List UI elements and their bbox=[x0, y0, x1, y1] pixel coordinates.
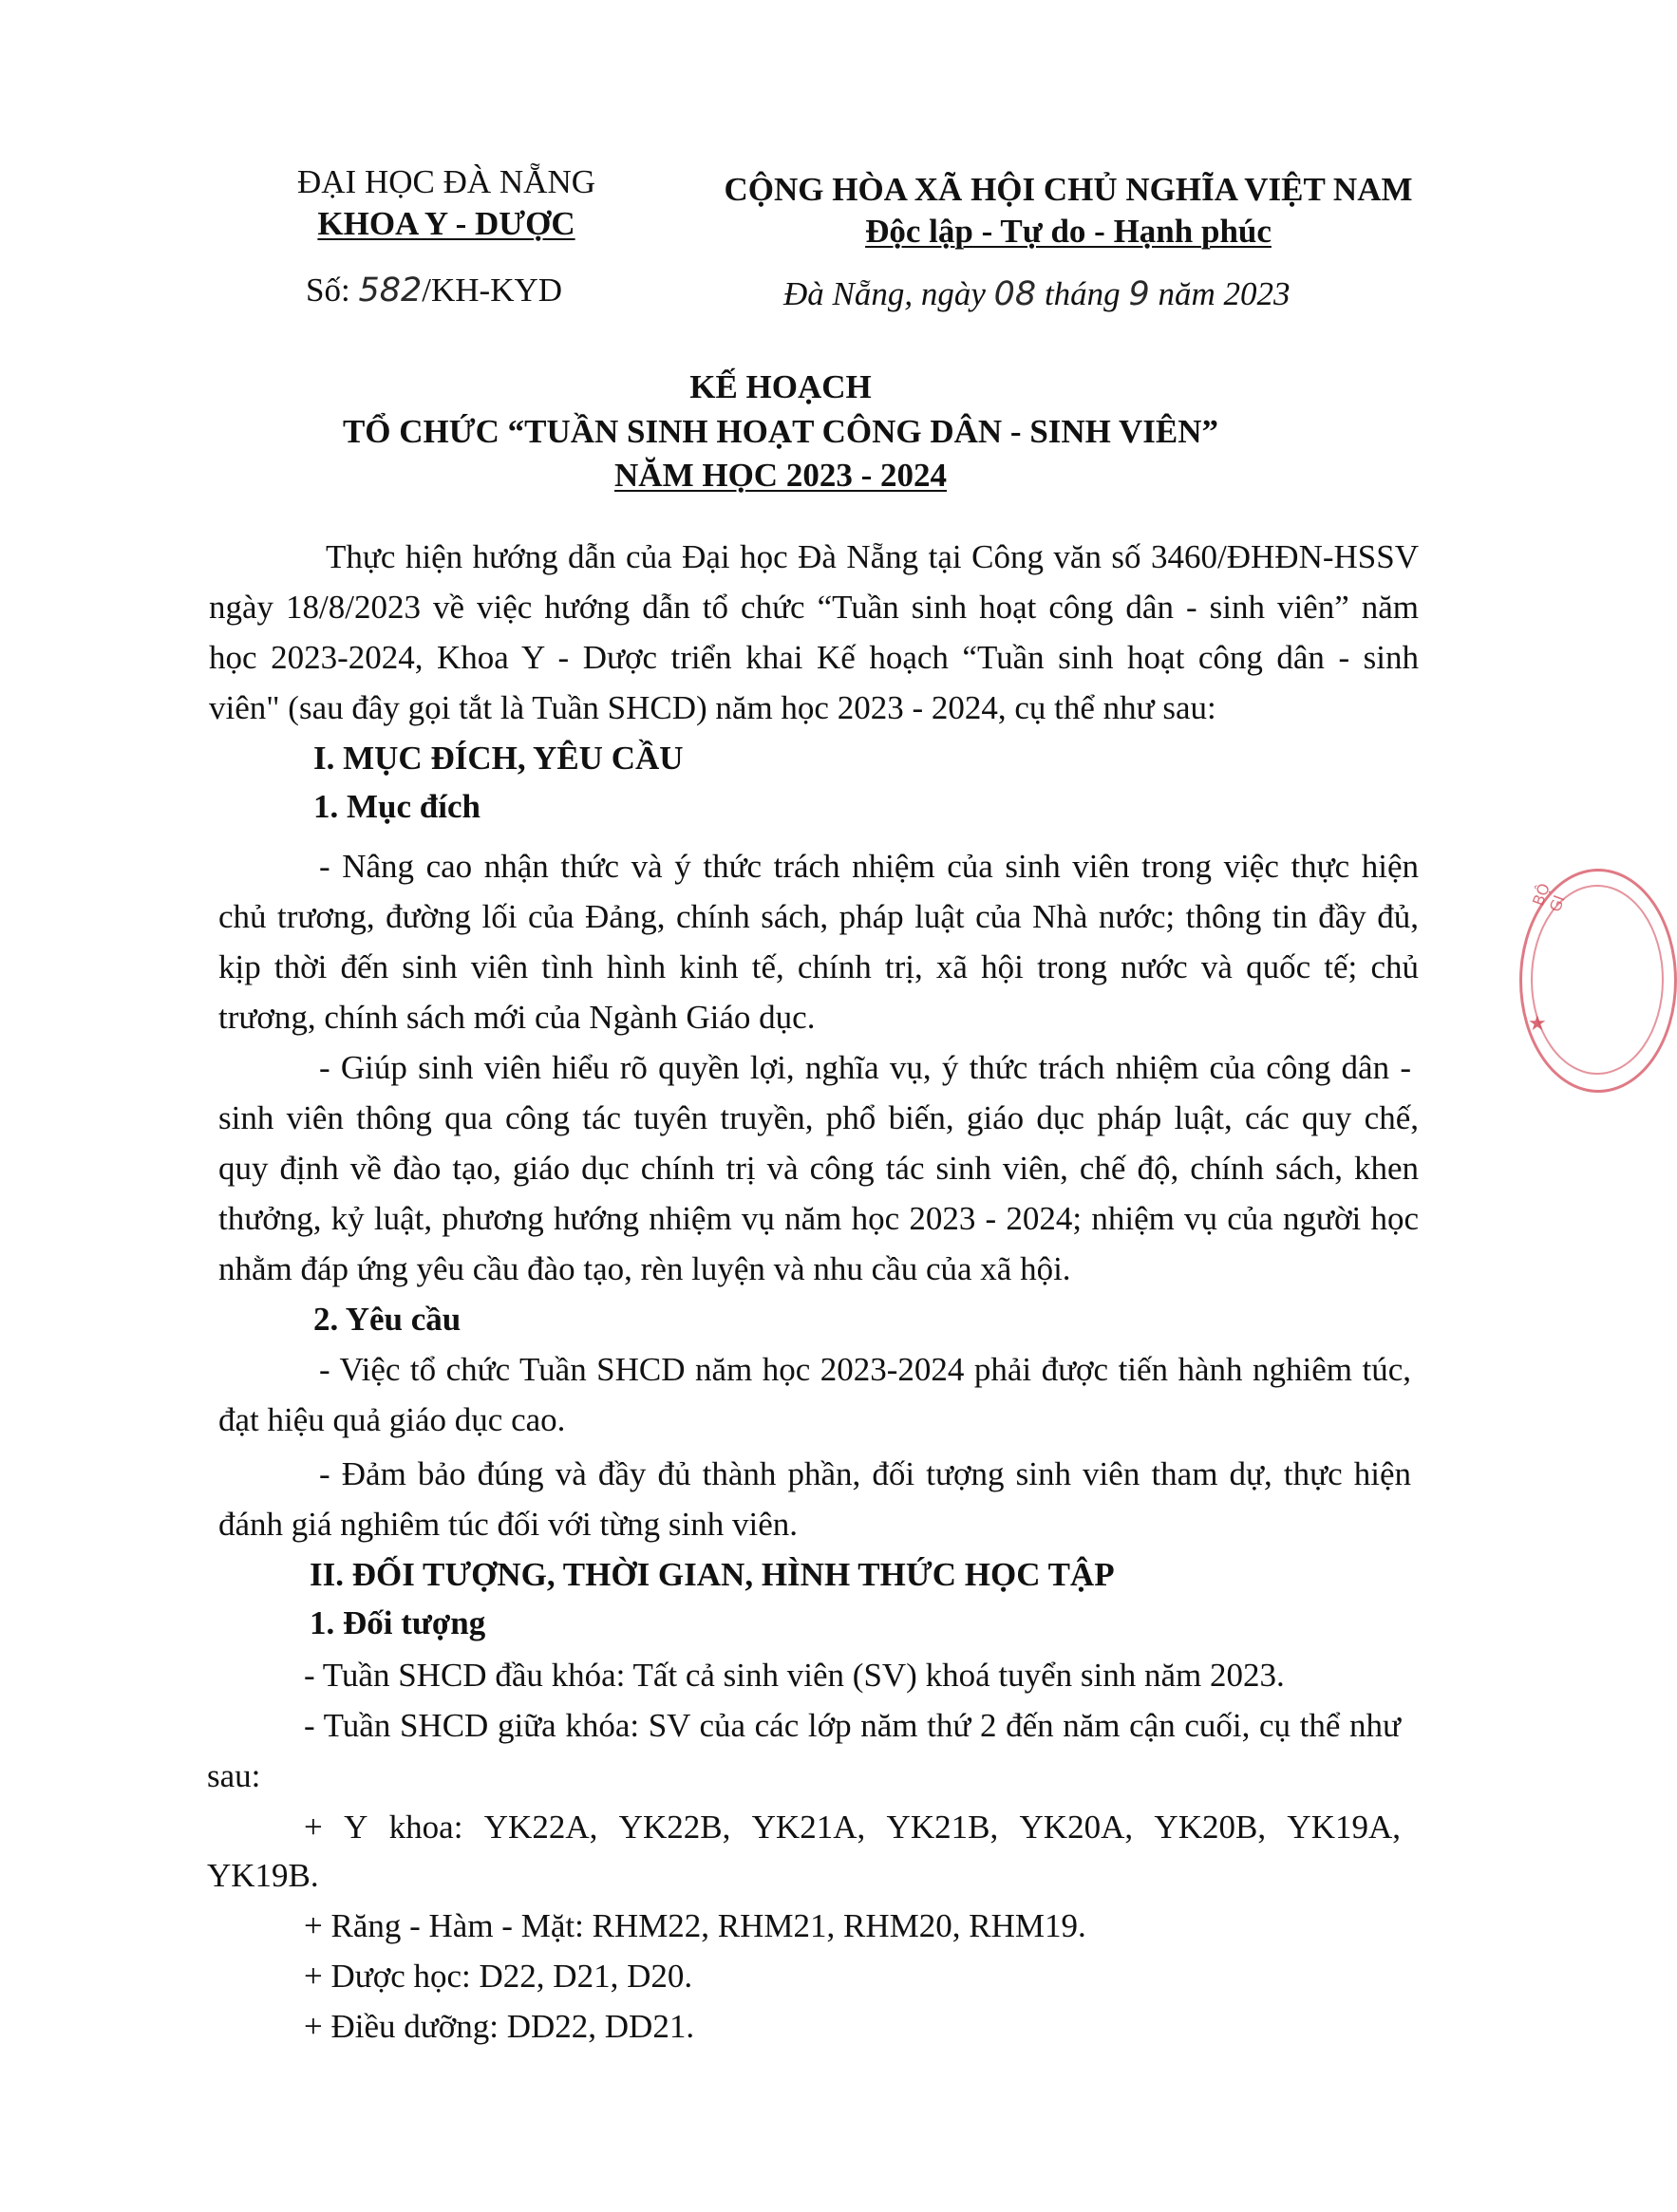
s2-text-1: - Tuần SHCD đầu khóa: Tất cả sinh viên (SV) khoá tuyển sinh năm 2023. bbox=[304, 1657, 1285, 1694]
title-text-3: NĂM HỌC 2023 - 2024 bbox=[614, 457, 947, 494]
header-left-org bbox=[247, 163, 646, 201]
date-day-handwritten: 08 bbox=[993, 275, 1037, 313]
title-text-1: KẾ HOẠCH bbox=[689, 368, 872, 405]
intro-text-4: viên" (sau đây gọi tắt là Tuần SHCD) năm học 2023 - 2024, cụ thể như sau: bbox=[209, 689, 1216, 726]
p2-text-3: quy định về đào tạo, giáo dục chính trị và công tác sinh viên, chế độ, chính sách, khen bbox=[218, 1150, 1419, 1187]
p1-line-3 bbox=[218, 944, 1419, 991]
section-1-sub-1 bbox=[313, 783, 480, 831]
doc-number-prefix: Số: bbox=[306, 272, 359, 309]
title-line-1 bbox=[0, 368, 1561, 406]
p3-line-1 bbox=[319, 1346, 1411, 1394]
p4-text-2: đánh giá nghiêm túc đối với từng sinh viên. bbox=[218, 1506, 799, 1543]
doc-number bbox=[306, 272, 562, 309]
title-text-2: TỔ CHỨC “TUẦN SINH HOẠT CÔNG DÂN - SINH VIÊN” bbox=[342, 413, 1219, 450]
p4-line-2 bbox=[218, 1501, 798, 1548]
p2-text-4: thưởng, kỷ luật, phương hướng nhiệm vụ năm học 2023 - 2024; nhiệm vụ của người học bbox=[218, 1200, 1419, 1237]
s2-duoc-text: + Dược học: D22, D21, D20. bbox=[304, 1958, 693, 1995]
section-1-sub-1-text: 1. Mục đích bbox=[313, 788, 480, 825]
s2-yk-line-2 bbox=[207, 1852, 319, 1900]
org-name: ĐẠI HỌC ĐÀ NẴNG bbox=[296, 163, 595, 200]
header-left-unit bbox=[247, 205, 646, 243]
date-place: Đà Nẵng, ngày bbox=[783, 275, 994, 312]
s2-line-2b bbox=[207, 1753, 260, 1800]
header-motto bbox=[703, 213, 1434, 251]
s2-line-1 bbox=[304, 1652, 1285, 1699]
s2-dd-line bbox=[304, 2003, 694, 2051]
doc-number-suffix: /KH-KYD bbox=[422, 272, 563, 309]
p2-text-2: sinh viên thông qua công tác tuyên truyền, phổ biến, giáo dục pháp luật, các quy chế, bbox=[218, 1099, 1419, 1136]
p3-line-2 bbox=[218, 1397, 565, 1444]
p3-text-2: đạt hiệu quả giáo dục cao. bbox=[218, 1401, 566, 1438]
s2-line-2 bbox=[304, 1702, 1401, 1750]
p4-text-1: - Đảm bảo đúng và đầy đủ thành phần, đối tượng sinh viên tham dự, thực hiện bbox=[319, 1455, 1411, 1492]
section-1-heading-text: I. MỤC ĐÍCH, YÊU CẦU bbox=[313, 740, 684, 777]
p2-line-4 bbox=[218, 1195, 1419, 1243]
seal-star-icon: ★ bbox=[1528, 1011, 1547, 1035]
p2-line-1 bbox=[319, 1044, 1411, 1092]
date-month-label: tháng bbox=[1036, 275, 1129, 312]
p1-line-4 bbox=[218, 994, 815, 1041]
intro-text-3: học 2023-2024, Khoa Y - Dược triển khai Kế hoạch “Tuần sinh hoạt công dân - sinh bbox=[209, 639, 1419, 676]
section-1-sub-2-text: 2. Yêu cầu bbox=[313, 1301, 462, 1338]
header-country bbox=[703, 171, 1434, 209]
s2-yk-line-1 bbox=[304, 1804, 1401, 1851]
p2-text-1: - Giúp sinh viên hiểu rõ quyền lợi, nghĩa vụ, ý thức trách nhiệm của công dân - bbox=[319, 1049, 1411, 1086]
intro-line-3 bbox=[209, 634, 1419, 682]
intro-line-2 bbox=[209, 584, 1419, 631]
p2-text-5: nhằm đáp ứng yêu cầu đào tạo, rèn luyện và nhu cầu của xã hội. bbox=[218, 1250, 1071, 1287]
intro-line-1 bbox=[326, 534, 1419, 581]
intro-text-2: ngày 18/8/2023 về việc hướng dẫn tổ chức “Tuần sinh hoạt công dân - sinh viên” năm bbox=[209, 589, 1419, 626]
title-line-2 bbox=[0, 413, 1561, 451]
p2-line-5 bbox=[218, 1246, 1071, 1293]
section-1-sub-2 bbox=[313, 1296, 461, 1343]
p1-text-4: trương, chính sách mới của Ngành Giáo dục. bbox=[218, 999, 816, 1036]
p1-text-2: chủ trương, đường lối của Đảng, chính sách, pháp luật của Nhà nước; thông tin đầy đủ, bbox=[218, 898, 1419, 935]
official-seal-inner-ring bbox=[1531, 885, 1664, 1075]
p2-line-2 bbox=[218, 1095, 1419, 1142]
motto: Độc lập - Tự do - Hạnh phúc bbox=[865, 213, 1272, 250]
section-2-sub-1-text: 1. Đối tượng bbox=[310, 1604, 486, 1641]
intro-line-4 bbox=[209, 684, 1216, 732]
p2-line-3 bbox=[218, 1145, 1419, 1192]
s2-dd-text: + Điều dưỡng: DD22, DD21. bbox=[304, 2008, 695, 2045]
section-2-heading-text: II. ĐỐI TƯỢNG, THỜI GIAN, HÌNH THỨC HỌC TẬP bbox=[310, 1556, 1115, 1593]
p1-text-1: - Nâng cao nhận thức và ý thức trách nhiệm của sinh viên trong việc thực hiện bbox=[319, 848, 1419, 885]
s2-duoc-line bbox=[304, 1953, 692, 2000]
date-line bbox=[783, 275, 1291, 313]
s2-text-2: - Tuần SHCD giữa khóa: SV của các lớp năm thứ 2 đến năm cận cuối, cụ thể như bbox=[304, 1707, 1401, 1744]
section-2-heading bbox=[310, 1551, 1115, 1599]
doc-number-handwritten: 582 bbox=[358, 272, 423, 309]
section-2-sub-1 bbox=[310, 1600, 485, 1647]
date-month-handwritten: 9 bbox=[1128, 275, 1150, 313]
s2-yk-text-2: YK19B. bbox=[207, 1857, 319, 1894]
s2-text-2b: sau: bbox=[207, 1757, 261, 1794]
p1-text-3: kịp thời đến sinh viên tình hình kinh tế, chính trị, xã hội trong nước và quốc tế; chủ bbox=[218, 948, 1419, 985]
date-year: năm 2023 bbox=[1149, 275, 1291, 312]
title-line-3 bbox=[0, 457, 1561, 495]
seal-text: BỘ GI bbox=[1529, 880, 1569, 914]
p1-line-2 bbox=[218, 893, 1419, 941]
country-name: CỘNG HÒA XÃ HỘI CHỦ NGHĨA VIỆT NAM bbox=[724, 171, 1413, 208]
p4-line-1 bbox=[319, 1451, 1411, 1498]
s2-rhm-line bbox=[304, 1903, 1086, 1950]
s2-rhm-text: + Răng - Hàm - Mặt: RHM22, RHM21, RHM20, RHM19. bbox=[304, 1907, 1086, 1944]
intro-text-1: Thực hiện hướng dẫn của Đại học Đà Nẵng tại Công văn số 3460/ĐHĐN-HSSV bbox=[326, 538, 1419, 575]
p3-text-1: - Việc tổ chức Tuần SHCD năm học 2023-2024 phải được tiến hành nghiêm túc, bbox=[319, 1351, 1411, 1388]
unit-name: KHOA Y - DƯỢC bbox=[317, 205, 575, 242]
section-1-heading bbox=[313, 735, 684, 782]
p1-line-1 bbox=[319, 843, 1419, 890]
s2-yk-text-1: + Y khoa: YK22A, YK22B, YK21A, YK21B, YK20A, YK20B, YK19A, bbox=[304, 1809, 1401, 1846]
